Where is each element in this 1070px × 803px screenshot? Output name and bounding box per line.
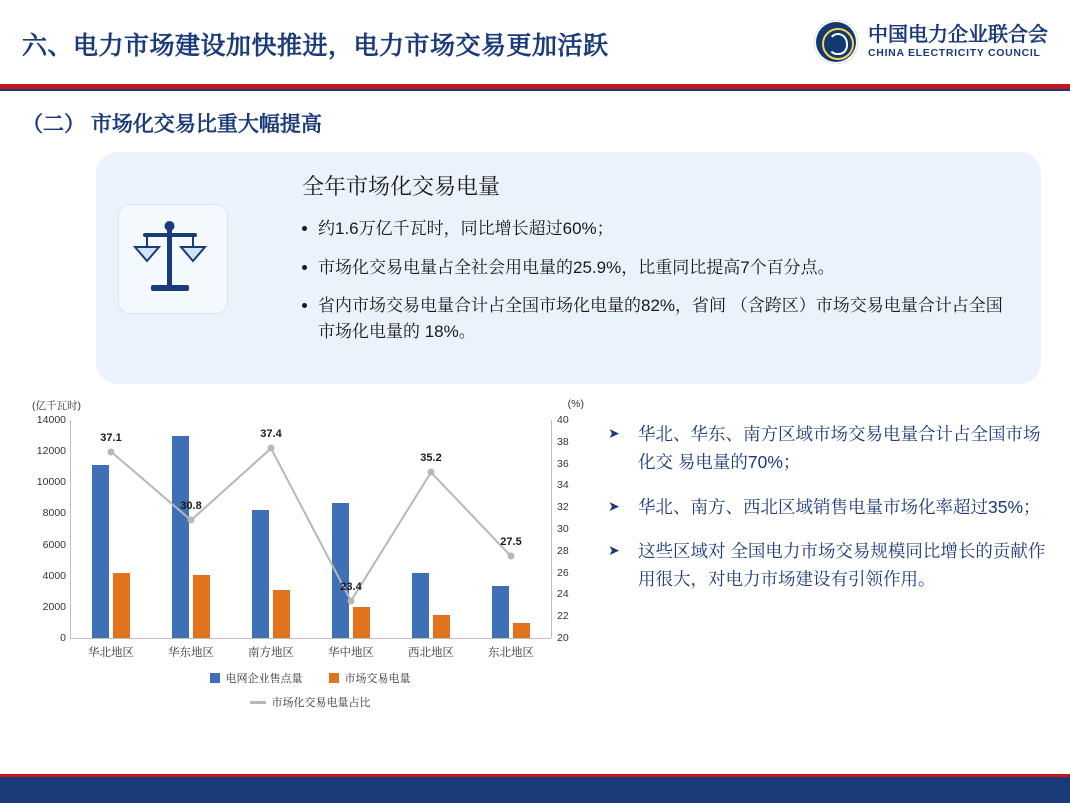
chart-line-point [108,448,115,455]
legend-label: 电网企业售点量 [225,673,303,685]
chart-y-tick-right: 38 [557,435,569,448]
logo-name-cn: 中国电力企业联合会 [868,24,1048,47]
chart-category-label: 华北地区 [88,647,134,659]
chart-line-point [188,517,195,524]
chart-plot-area [36,414,569,659]
chart-y-tick-left: 8000 [42,507,66,520]
chart-y-tick-left: 6000 [42,538,66,551]
chart-right-axis-unit: (%) [567,398,584,410]
chart-y-tick-right: 24 [557,588,569,601]
chart-category-label: 东北地区 [488,647,534,659]
legend-swatch-icon [329,673,339,683]
chart-y-tick-left: 2000 [42,600,66,613]
legend-item-series1 [210,670,303,686]
chart-y-tick-right: 26 [557,566,569,579]
logo-name-en: CHINA ELECTRICITY COUNCIL [868,47,1041,60]
chart-y-tick-left: 14000 [36,414,66,426]
highlight-item: ➤ 华北、南方、西北区域销售电量市场化率超过35%； [608,493,1048,521]
chart-line-series [71,420,551,638]
chart-point-label: 23.4 [340,580,362,593]
chart-right-axis-line [551,420,552,638]
chart-y-tick-right: 32 [557,501,569,514]
page-title: 六、电力市场建设加快推进，电力市场交易更加活跃 [22,32,609,60]
logo-text [868,24,1048,59]
callout-bullet-list [302,216,1014,357]
legend-item-series3 [250,694,371,710]
legend-label: 市场交易电量 [344,673,411,685]
chart-category-label: 华中地区 [328,647,374,659]
chart-legend [70,670,550,710]
page-footer [0,777,1070,803]
chart-point-label: 37.4 [260,428,282,441]
organization-logo [814,20,1048,64]
callout-box [96,152,1041,384]
cec-emblem-icon [814,20,858,64]
chart-category-label: 西北地区 [408,647,454,659]
section-subtitle: （二） 市场化交易比重大幅提高 [22,113,322,136]
highlight-item: ➤ 这些区域对 全国电力市场交易规模同比增长的贡献作用很大，对电力市场建设有引领作用。 [608,537,1048,594]
chart-y-tick-right: 34 [557,479,569,492]
chart-y-tick-right: 20 [557,632,569,644]
chart-left-axis-unit: (亿千瓦时) [32,400,81,412]
chart-line-point [348,597,355,604]
page-header [0,0,1070,88]
legend-label: 市场化交易电量占比 [271,697,371,709]
chart-y-tick-left: 0 [60,632,66,644]
balance-scale-icon [118,204,228,314]
chart-y-tick-right: 22 [557,610,569,623]
callout-bullet: 省内市场交易电量合计占全国市场化电量的82%，省间 （含跨区）市场交易电量合计占全国市场化电量的 18%。 [302,293,1014,344]
chart-line-point [428,469,435,476]
callout-title: 全年市场化交易电量 [302,174,501,199]
chart-y-tick-left: 10000 [36,476,66,489]
chart-line-point [508,553,515,560]
chart-y-tick-right: 40 [557,414,569,426]
callout-bullet: 约1.6万亿千瓦时，同比增长超过60%； [302,216,1014,242]
market-trading-chart [24,398,590,728]
chart-point-label: 37.1 [100,431,122,444]
highlight-list [608,420,1048,610]
highlight-item: ➤ 华北、华东、南方区域市场交易电量合计占全国市场化交 易电量的70%； [608,420,1048,477]
chart-y-tick-right: 30 [557,523,569,535]
legend-line-icon [250,701,266,704]
chart-point-label: 30.8 [180,500,202,513]
callout-bullet: 市场化交易电量占全社会用电量的25.9%，比重同比提高7个百分点。 [302,255,1014,281]
chart-y-tick-right: 28 [557,544,569,557]
chart-category-label: 南方地区 [248,647,294,659]
legend-item-series2 [329,670,411,686]
chart-line-point [268,445,275,452]
chart-point-label: 35.2 [420,452,442,465]
chart-y-tick-left: 4000 [42,569,66,582]
balance-scale-graphic [129,213,217,305]
header-divider-blue [0,89,1070,91]
chart-category-label: 华东地区 [168,647,214,659]
chart-y-tick-right: 36 [557,457,569,470]
chart-point-label: 27.5 [500,536,522,549]
chart-y-tick-left: 12000 [36,445,66,458]
legend-swatch-icon [210,673,220,683]
